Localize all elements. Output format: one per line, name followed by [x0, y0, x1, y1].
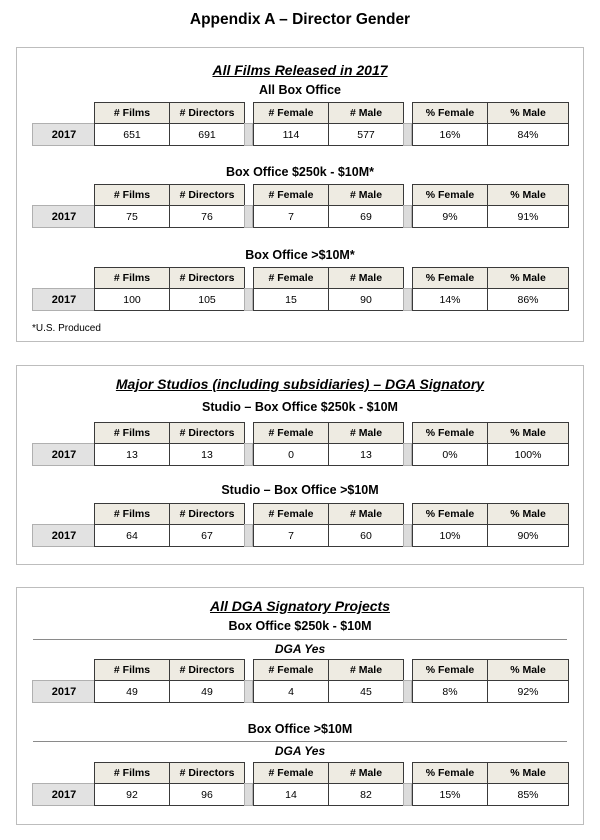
cell-female: 14: [253, 783, 329, 806]
cell-films: 49: [94, 680, 170, 703]
cell-films: 100: [94, 288, 170, 311]
col-header-directors: # Directors: [169, 184, 245, 206]
cell-pct-male: 84%: [487, 123, 569, 146]
column-separator: [244, 443, 253, 466]
col-header-male: # Male: [328, 762, 404, 784]
column-separator: [244, 524, 253, 547]
col-header-male: # Male: [328, 102, 404, 124]
col-header-pct-male: % Male: [487, 422, 569, 444]
page-title: Appendix A – Director Gender: [189, 11, 411, 28]
row-year: 2017: [32, 205, 96, 228]
col-header-films: # Films: [94, 422, 170, 444]
column-separator: [244, 680, 253, 703]
cell-female: 4: [253, 680, 329, 703]
cell-female: 114: [253, 123, 329, 146]
cell-male: 82: [328, 783, 404, 806]
cell-pct-female: 9%: [412, 205, 488, 228]
cell-pct-female: 8%: [412, 680, 488, 703]
table-subheading: DGA Yes: [274, 744, 326, 758]
cell-male: 90: [328, 288, 404, 311]
col-header-films: # Films: [94, 267, 170, 289]
stats-table: [32, 762, 569, 806]
column-separator: [244, 783, 253, 806]
column-separator: [403, 524, 412, 547]
cell-male: 577: [328, 123, 404, 146]
cell-directors: 76: [169, 205, 245, 228]
col-header-pct-female: % Female: [412, 762, 488, 784]
cell-female: 15: [253, 288, 329, 311]
column-separator: [244, 288, 253, 311]
col-header-directors: # Directors: [169, 503, 245, 525]
cell-directors: 96: [169, 783, 245, 806]
footnote: *U.S. Produced: [32, 323, 101, 334]
table-heading: Studio – Box Office >$10M: [221, 483, 379, 497]
row-year: 2017: [32, 443, 96, 466]
stats-table: [32, 267, 569, 311]
cell-pct-male: 100%: [487, 443, 569, 466]
section-title: All DGA Signatory Projects: [210, 598, 390, 614]
col-header-male: # Male: [328, 503, 404, 525]
column-separator: [403, 123, 412, 146]
col-header-pct-male: % Male: [487, 503, 569, 525]
col-header-male: # Male: [328, 422, 404, 444]
cell-pct-male: 85%: [487, 783, 569, 806]
cell-directors: 105: [169, 288, 245, 311]
table-subheading: DGA Yes: [274, 642, 326, 656]
col-header-pct-male: % Male: [487, 762, 569, 784]
cell-films: 92: [94, 783, 170, 806]
row-year: 2017: [32, 680, 96, 703]
cell-films: 64: [94, 524, 170, 547]
column-separator: [403, 680, 412, 703]
section-major-studios: [16, 365, 584, 565]
cell-pct-male: 92%: [487, 680, 569, 703]
table-heading: Box Office $250k - $10M: [228, 619, 372, 633]
table-heading: Box Office >$10M: [247, 722, 353, 736]
col-header-directors: # Directors: [169, 659, 245, 681]
col-header-female: # Female: [253, 762, 329, 784]
cell-pct-female: 16%: [412, 123, 488, 146]
column-separator: [403, 288, 412, 311]
column-separator: [244, 123, 253, 146]
divider: [33, 741, 567, 742]
col-header-pct-male: % Male: [487, 184, 569, 206]
col-header-directors: # Directors: [169, 422, 245, 444]
col-header-female: # Female: [253, 184, 329, 206]
col-header-pct-female: % Female: [412, 503, 488, 525]
col-header-female: # Female: [253, 659, 329, 681]
table-heading: Studio – Box Office $250k - $10M: [202, 400, 398, 414]
col-header-directors: # Directors: [169, 762, 245, 784]
table-heading: Box Office >$10M*: [245, 248, 355, 262]
col-header-female: # Female: [253, 422, 329, 444]
col-header-pct-female: % Female: [412, 267, 488, 289]
col-header-pct-female: % Female: [412, 102, 488, 124]
section-all-films: [16, 47, 584, 342]
cell-female: 0: [253, 443, 329, 466]
cell-films: 75: [94, 205, 170, 228]
divider: [33, 639, 567, 640]
stats-table: [32, 503, 569, 547]
col-header-films: # Films: [94, 503, 170, 525]
row-year: 2017: [32, 783, 96, 806]
col-header-films: # Films: [94, 659, 170, 681]
cell-directors: 67: [169, 524, 245, 547]
col-header-pct-female: % Female: [412, 659, 488, 681]
cell-male: 69: [328, 205, 404, 228]
col-header-male: # Male: [328, 659, 404, 681]
cell-pct-male: 90%: [487, 524, 569, 547]
col-header-pct-female: % Female: [412, 422, 488, 444]
column-separator: [244, 205, 253, 228]
col-header-pct-female: % Female: [412, 184, 488, 206]
stats-table: [32, 184, 569, 228]
column-separator: [403, 783, 412, 806]
col-header-female: # Female: [253, 267, 329, 289]
cell-directors: 13: [169, 443, 245, 466]
cell-pct-female: 15%: [412, 783, 488, 806]
section-title: All Films Released in 2017: [212, 62, 388, 78]
col-header-female: # Female: [253, 503, 329, 525]
col-header-films: # Films: [94, 762, 170, 784]
cell-films: 13: [94, 443, 170, 466]
col-header-pct-male: % Male: [487, 102, 569, 124]
cell-pct-male: 86%: [487, 288, 569, 311]
column-separator: [403, 205, 412, 228]
cell-male: 13: [328, 443, 404, 466]
cell-male: 45: [328, 680, 404, 703]
table-heading: Box Office $250k - $10M*: [226, 165, 374, 179]
col-header-male: # Male: [328, 267, 404, 289]
cell-pct-female: 14%: [412, 288, 488, 311]
row-year: 2017: [32, 524, 96, 547]
cell-directors: 691: [169, 123, 245, 146]
stats-table: [32, 659, 569, 703]
cell-pct-female: 10%: [412, 524, 488, 547]
cell-films: 651: [94, 123, 170, 146]
cell-directors: 49: [169, 680, 245, 703]
cell-male: 60: [328, 524, 404, 547]
stats-table: [32, 102, 569, 146]
stats-table: [32, 422, 569, 466]
cell-pct-female: 0%: [412, 443, 488, 466]
row-year: 2017: [32, 123, 96, 146]
table-heading: All Box Office: [259, 83, 341, 97]
column-separator: [403, 443, 412, 466]
col-header-films: # Films: [94, 102, 170, 124]
section-dga-signatory: [16, 587, 584, 825]
section-title: Major Studios (including subsidiaries) – DGA Signatory: [115, 376, 485, 392]
col-header-pct-male: % Male: [487, 267, 569, 289]
col-header-female: # Female: [253, 102, 329, 124]
row-year: 2017: [32, 288, 96, 311]
col-header-male: # Male: [328, 184, 404, 206]
col-header-films: # Films: [94, 184, 170, 206]
cell-female: 7: [253, 524, 329, 547]
col-header-directors: # Directors: [169, 102, 245, 124]
col-header-directors: # Directors: [169, 267, 245, 289]
cell-pct-male: 91%: [487, 205, 569, 228]
cell-female: 7: [253, 205, 329, 228]
col-header-pct-male: % Male: [487, 659, 569, 681]
